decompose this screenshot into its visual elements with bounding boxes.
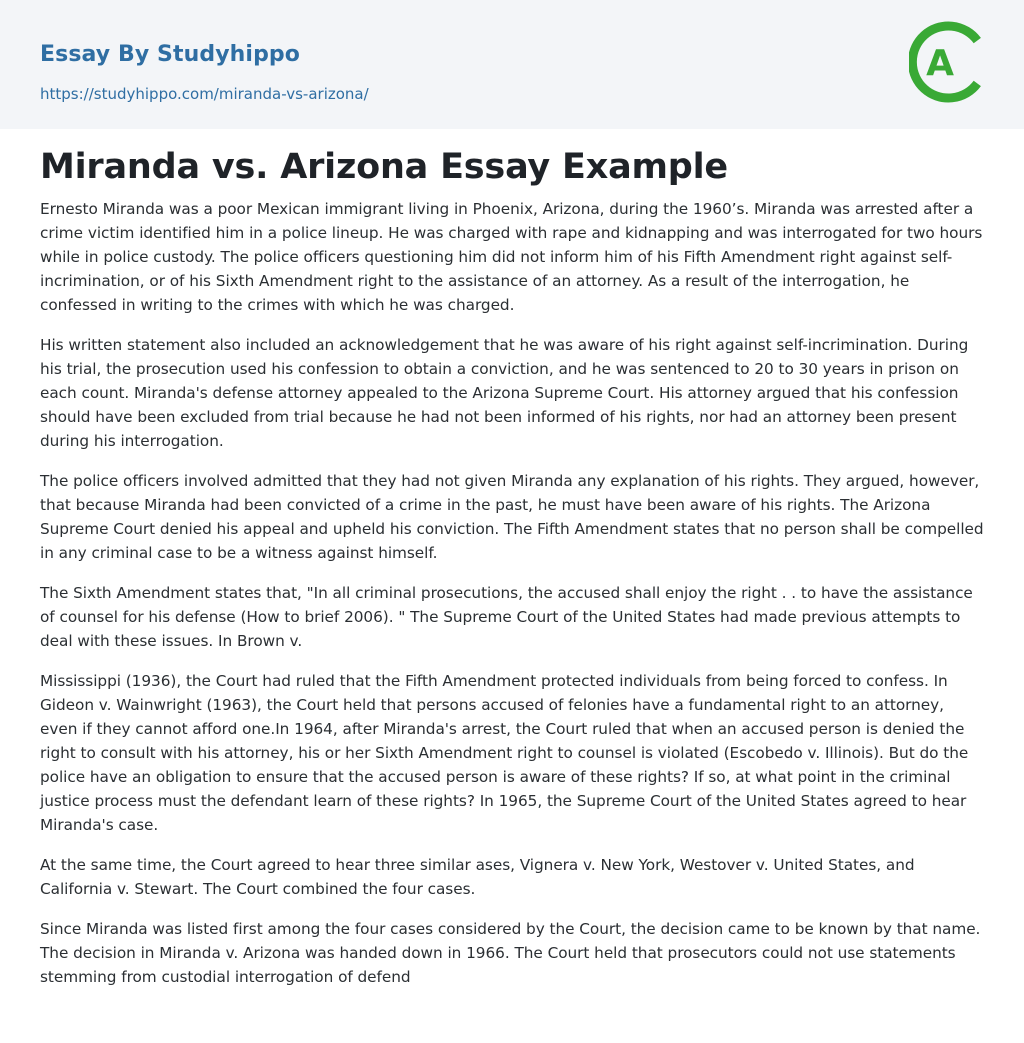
paragraph-3: The police officers involved admitted that they had not given Miranda any explanation of his rights. They argued, however, that because Miranda had been convicted of a crime in the past, he must have been aware of his rights. The Arizona Supreme Court denied his appeal and upheld his conviction. The Fifth Amendment states that no person shall be compelled in any criminal case to be a witness against himself. — [40, 472, 984, 562]
page-url-link[interactable]: https://studyhippo.com/miranda-vs-arizona/ — [40, 85, 369, 103]
logo-letter: A — [926, 43, 954, 84]
studyhippo-logo-icon[interactable] — [909, 18, 989, 106]
article — [40, 143, 986, 1005]
paragraph-6: At the same time, the Court agreed to hear three similar ases, Vignera v. New York, Westover v. United States, and California v. Stewart. The Court combined the four cases. — [40, 856, 915, 898]
site-brand[interactable]: Essay By Studyhippo — [40, 42, 300, 67]
page-title: Miranda vs. Arizona Essay Example — [40, 147, 728, 187]
paragraph-1: Ernesto Miranda was a poor Mexican immigrant living in Phoenix, Arizona, during the 1960’s. Miranda was arrested after a crime victim identified him in a police lineup. He was charged with rape and kidnapping and was interrogated for two hours while in police custody. The police officers questioning him did not inform him of his Fifth Amendment right against self-incrimination, or of his Sixth Amendment right to the assistance of an attorney. As a result of the interrogation, he confessed in writing to the crimes with which he was charged. — [40, 200, 983, 314]
site-header — [0, 0, 1024, 129]
paragraph-5: Mississippi (1936), the Court had ruled that the Fifth Amendment protected individuals from being forced to confess. In Gideon v. Wainwright (1963), the Court held that persons accused of felonies have a fundamental right to an attorney, even if they cannot afford one.In 1964, after Miranda's arrest, the Court ruled that when an accused person is denied the right to consult with his attorney, his or her Sixth Amendment right to counsel is violated (Escobedo v. Illinois). But do the police have an obligation to ensure that the accused person is aware of these rights? If so, at what point in the criminal justice process must the defendant learn of these rights? In 1965, the Supreme Court of the United States agreed to hear Miranda's case. — [40, 672, 969, 834]
paragraph-2: His written statement also included an acknowledgement that he was aware of his right against self-incrimination. During his trial, the prosecution used his confession to obtain a conviction, and he was sentenced to 20 to 30 years in prison on each count. Miranda's defense attorney appealed to the Arizona Supreme Court. His attorney argued that his confession should have been excluded from trial because he had not been informed of his rights, nor had an attorney been present during his interrogation. — [40, 336, 969, 450]
paragraph-7: Since Miranda was listed first among the four cases considered by the Court, the decision came to be known by that name. The decision in Miranda v. Arizona was handed down in 1966. The Court held that prosecutors could not use statements stemming from custodial interrogation of defend — [40, 920, 981, 986]
paragraph-4: The Sixth Amendment states that, "In all criminal prosecutions, the accused shall enjoy the right . . to have the assistance of counsel for his defense (How to brief 2006). " The Supreme Court of the United States had made previous attempts to deal with these issues. In Brown v. — [40, 584, 973, 650]
